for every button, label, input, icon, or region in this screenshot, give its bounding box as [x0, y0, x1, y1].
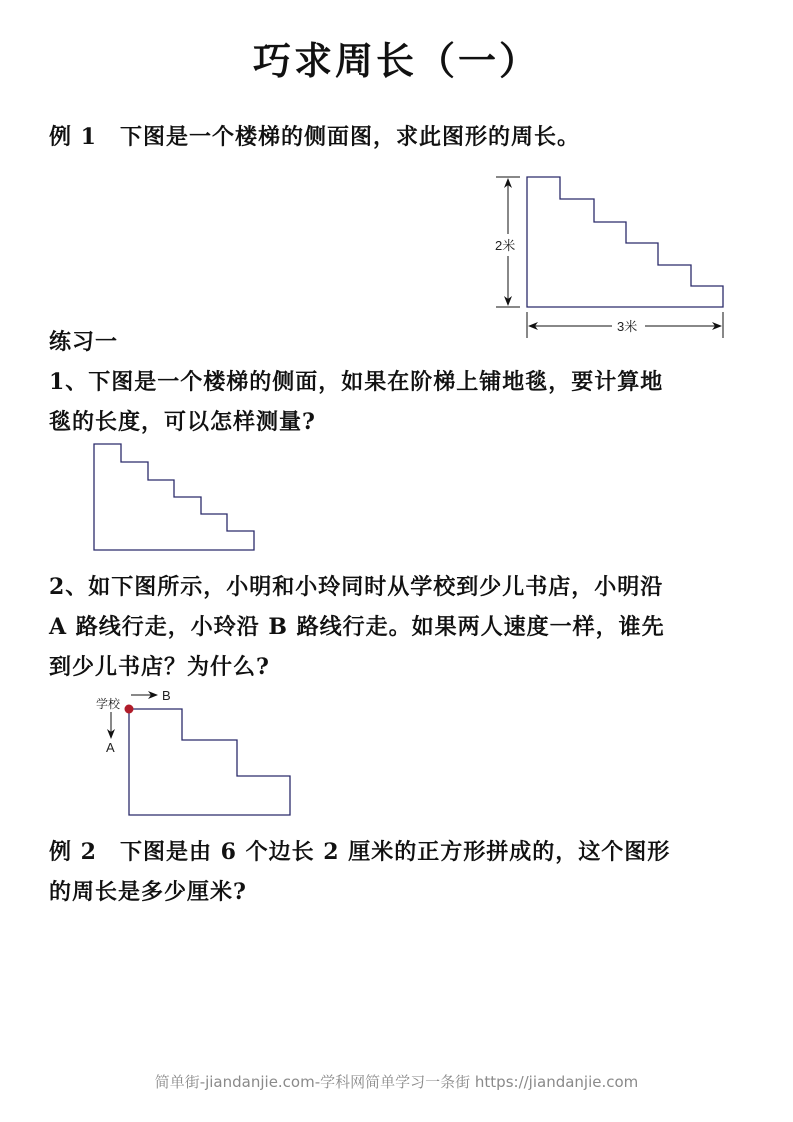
example2-line1: 例 2 下图是由 6 个边长 2 厘米的正方形拼成的，这个图形	[49, 839, 671, 865]
route-a-label: A	[106, 740, 115, 755]
school-label: 学校	[96, 697, 121, 711]
height-label: 2米	[495, 238, 516, 253]
q1-line1: 1、下图是一个楼梯的侧面，如果在阶梯上铺地毯，要计算地	[49, 369, 664, 395]
route-b-label: B	[162, 688, 171, 703]
footer-watermark: 简单街-jiandanjie.com-学科网简单学习一条街 https://jiandanjie.com	[154, 1073, 639, 1091]
q2-line3: 到少儿书店？为什么?	[49, 654, 270, 680]
example1-text: 例 1 下图是一个楼梯的侧面图，求此图形的周长。	[49, 124, 580, 150]
example1-staircase-figure	[495, 177, 723, 338]
exercise1-staircase-figure	[94, 444, 254, 550]
width-label: 3米	[617, 319, 638, 334]
q2-line2: A 路线行走，小玲沿 B 路线行走。如果两人速度一样，谁先	[49, 614, 665, 640]
exercise1-heading: 练习一	[49, 329, 119, 355]
example2-line2: 的周长是多少厘米?	[49, 879, 247, 905]
q1-line2: 毯的长度，可以怎样测量?	[49, 409, 316, 435]
route-figure	[96, 688, 290, 815]
page-title: 巧求周长（一）	[252, 38, 540, 83]
school-start-dot	[125, 705, 134, 714]
q2-line1: 2、如下图所示，小明和小玲同时从学校到少儿书店，小明沿	[49, 574, 664, 600]
